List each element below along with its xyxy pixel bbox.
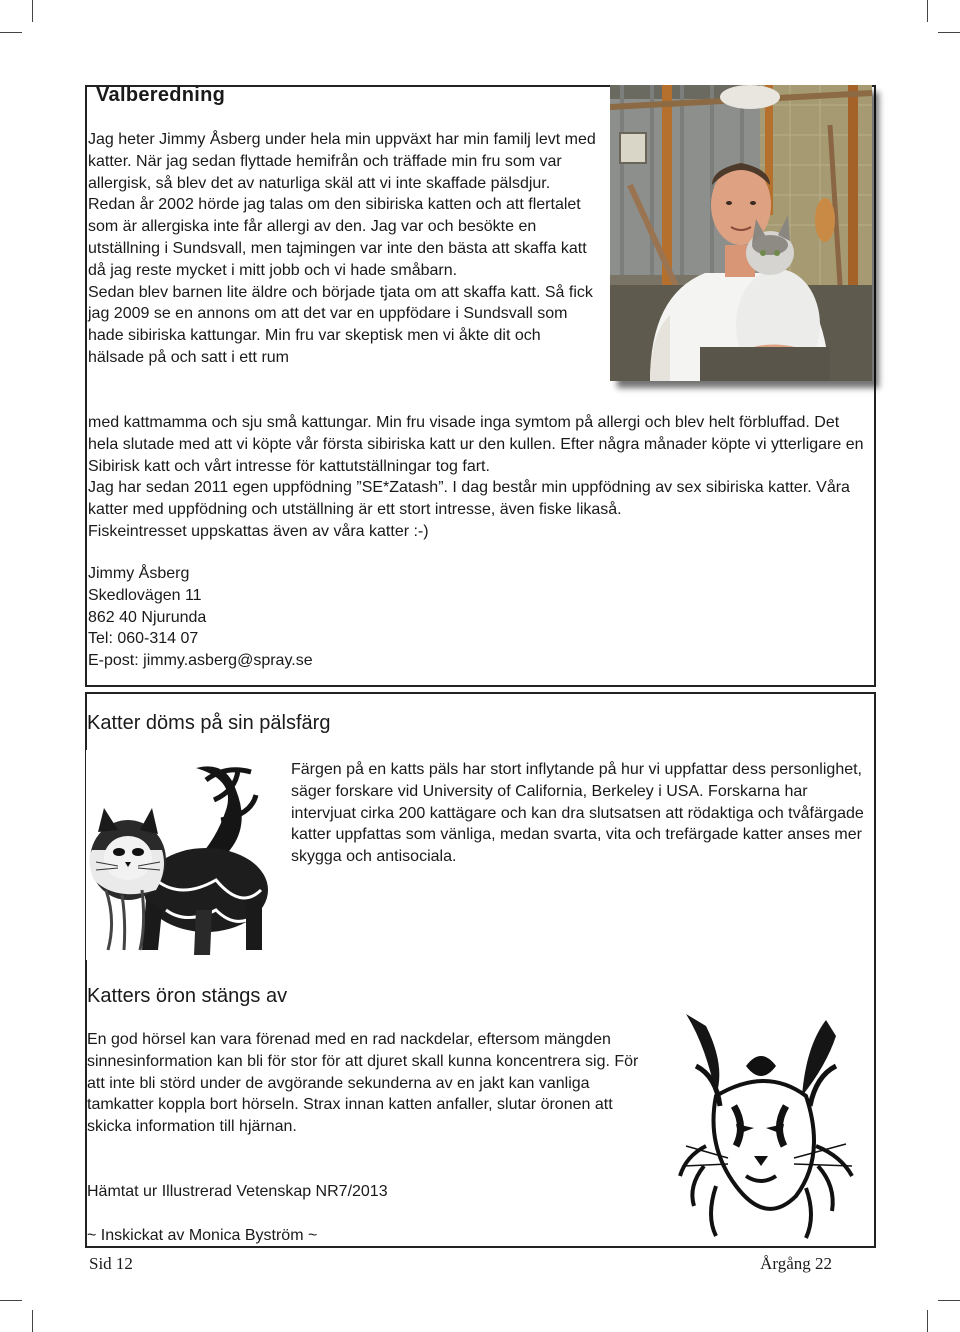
- section-title-valberedning: Valberedning: [96, 84, 226, 106]
- crop-mark: [927, 0, 928, 22]
- source-line: Hämtat ur Illustrerad Vetenskap NR7/2013: [87, 1183, 388, 1200]
- paragraph-2002: Redan år 2002 hörde jag talas om den sibiriska katten och att flertalet som är allergiska inte får allergi av den. Jag var och besökte en utställning i Sundsvall, men tajmingen var inte den bästa att skaffa katt då jag reste mycket i mitt jobb och vi hade småbarn.: [88, 196, 587, 279]
- palsfarg-body: Färgen på en katts päls har stort inflytande på hur vi uppfattar dess personlighet, säger forskare vid University of California, Berkeley i USA. Forskarna har intervjuat cirka 200 kattägare och kan dra slutsatsen att rödaktiga och tvåfärgade katter uppfattas som vänliga, medan svarta, vita och trefärgade katter anses mer skygga och antisociala.: [291, 761, 864, 866]
- story-paragraph-block: [88, 412, 866, 543]
- paragraph-fishing: Fiskeintresset uppskattas även av våra katter :-): [88, 522, 429, 540]
- crop-mark: [32, 0, 33, 22]
- contact-city: 862 40 Njurunda: [88, 608, 207, 626]
- man-with-cat-photo: [610, 85, 872, 381]
- crop-mark: [927, 1310, 928, 1332]
- contact-name: Jimmy Åsberg: [88, 565, 190, 582]
- contact-email[interactable]: E-post: jimmy.asberg@spray.se: [88, 652, 313, 670]
- intro-paragraph: Jag heter Jimmy Åsberg under hela min uppväxt har min familj levt med katter. När jag sedan flyttade hemifrån och träffade min fru som var allergisk, så blev det av naturliga skäl att vi inte skaffade pälsdjur.: [88, 131, 596, 192]
- crop-mark: [938, 32, 960, 33]
- fluffy-cat-drawing: [86, 750, 282, 960]
- paragraph-breeding: Jag har sedan 2011 egen uppfödning ”SE*Zatash”. I dag består min uppfödning av sex sibiriska katter. Våra katter med uppfödning och utställning är ett stort intresse, även fiske likaså.: [88, 479, 850, 519]
- contact-block: [88, 563, 488, 672]
- crop-mark: [0, 32, 22, 33]
- page-number: Sid 12: [89, 1254, 133, 1273]
- paragraph-2009-lead: Sedan blev barnen lite äldre och började tjata om att skaffa katt. Så fick jag 2009 se en annons om att det var en uppfödare i Sundsvall som hade sibiriska kattungar. Min fru var skeptisk men vi åkte dit och hälsade på och satt i ett rum: [88, 283, 593, 366]
- photo-frame: [610, 85, 876, 385]
- crop-mark: [32, 1310, 33, 1332]
- contact-street: Skedlovägen 11: [88, 586, 202, 604]
- volume-label: Årgång 22: [760, 1254, 832, 1273]
- oron-body: En god hörsel kan vara förenad med en rad nackdelar, eftersom mängden sinnesinformation kan bli för stor för att djuret skall kunna koncentrera sig. För att inte bli störd under de avgörande sekunderna av en jakt kan vanliga tamkatter koppla bort hörseln. Strax innan katten anfaller, slutar öronen att skicka information till hjärnan.: [87, 1031, 639, 1136]
- tribal-cat-illustration: [676, 1006, 864, 1242]
- submitted-line: ~ Inskickat av Monica Byström ~: [87, 1227, 318, 1244]
- crop-mark: [938, 1300, 960, 1301]
- contact-phone: Tel: 060-314 07: [88, 630, 199, 648]
- crop-mark: [0, 1300, 22, 1301]
- section-title-oron: Katters öron stängs av: [87, 985, 288, 1007]
- paragraph-2009-continued: med kattmamma och sju små kattungar. Min fru visade inga symtom på allergi och blev helt förbluffad. Det hela slutade med att vi köpte vår första sibiriska katt ur den kullen. Efter några månader köpte vi ytterligare en Sibirisk katt och vårt intresse för kattutställningar tog fart.: [88, 414, 864, 475]
- intro-paragraph-block: [88, 129, 598, 369]
- section-title-palsfarg: Katter döms på sin pälsfärg: [87, 712, 331, 734]
